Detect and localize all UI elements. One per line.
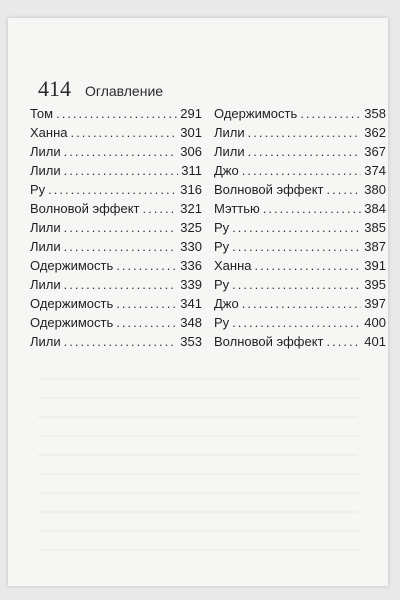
toc-entry-title: Волновой эффект: [30, 201, 140, 216]
toc-entry-page: 374: [364, 163, 386, 178]
toc-entry-page: 367: [364, 144, 386, 159]
dot-leader: [242, 296, 362, 311]
toc-entry: [214, 277, 386, 296]
dot-leader: [116, 296, 177, 311]
toc-entry-page: 339: [180, 277, 202, 292]
toc-entry: [214, 220, 386, 239]
toc-entry-page: 301: [180, 125, 202, 140]
toc-entry-page: 330: [180, 239, 202, 254]
toc-entry-page: 325: [180, 220, 202, 235]
toc-entry-page: 397: [364, 296, 386, 311]
toc-entry-page: 336: [180, 258, 202, 273]
toc-entry-title: Лили: [214, 144, 245, 159]
toc-entry-page: 385: [364, 220, 386, 235]
dot-leader: [64, 163, 179, 178]
dot-leader: [327, 334, 362, 349]
toc-entry-page: 391: [364, 258, 386, 273]
toc-entry-title: Лили: [30, 277, 61, 292]
toc-entry-page: 348: [180, 315, 202, 330]
toc-entry-title: Ру: [214, 239, 230, 254]
toc-entry-title: Одержимость: [30, 315, 114, 330]
toc-entry: [214, 144, 386, 163]
toc-entry-title: Лили: [214, 125, 245, 140]
toc-entry-page: 380: [364, 182, 386, 197]
dot-leader: [255, 258, 362, 273]
toc-entry-title: Волновой эффект: [214, 182, 324, 197]
toc-entry-page: 384: [364, 201, 386, 216]
dot-leader: [300, 106, 361, 121]
dot-leader: [64, 144, 178, 159]
dot-leader: [116, 315, 177, 330]
toc-entry-page: 395: [364, 277, 386, 292]
toc-entry: [30, 296, 202, 315]
dot-leader: [64, 220, 178, 235]
toc-entry-title: Ру: [214, 220, 230, 235]
toc-entry: [30, 182, 202, 201]
toc-entry-title: Одержимость: [30, 296, 114, 311]
toc-entry: [30, 220, 202, 239]
dot-leader: [327, 182, 362, 197]
toc-entry-title: Мэттью: [214, 201, 260, 216]
toc-entry-page: 353: [180, 334, 202, 349]
toc-column-right: [214, 106, 386, 353]
toc-entry: [30, 277, 202, 296]
toc-entry-page: 362: [364, 125, 386, 140]
toc-entry: [30, 144, 202, 163]
dot-leader: [248, 125, 362, 140]
toc-entry: [30, 315, 202, 334]
toc-entry-page: 306: [180, 144, 202, 159]
dot-leader: [143, 201, 178, 216]
toc-entry-title: Одержимость: [30, 258, 114, 273]
toc-entry-title: Лили: [30, 144, 61, 159]
dot-leader: [48, 182, 177, 197]
toc-entry-page: 316: [180, 182, 202, 197]
dot-leader: [56, 106, 177, 121]
toc-entry: [214, 296, 386, 315]
dot-leader: [71, 125, 178, 140]
toc-entry: [30, 106, 202, 125]
dot-leader: [242, 163, 362, 178]
toc-entry-title: Лили: [30, 334, 61, 349]
toc-entry-page: 321: [180, 201, 202, 216]
toc-entry: [214, 315, 386, 334]
dot-leader: [248, 144, 362, 159]
toc-entry-title: Ханна: [214, 258, 252, 273]
toc-entry: [214, 258, 386, 277]
toc-entry: [214, 182, 386, 201]
toc-entry: [30, 201, 202, 220]
toc-entry-page: 358: [364, 106, 386, 121]
page-header: [38, 76, 163, 102]
toc-entry-title: Волновой эффект: [214, 334, 324, 349]
toc-entry: [30, 334, 202, 353]
toc-entry-page: 341: [180, 296, 202, 311]
toc-entry: [30, 258, 202, 277]
dot-leader: [232, 315, 361, 330]
dot-leader: [263, 201, 362, 216]
dot-leader: [116, 258, 177, 273]
book-page: [8, 18, 388, 586]
toc-entry-title: Ханна: [30, 125, 68, 140]
toc-entry: [214, 239, 386, 258]
toc-entry-title: Лили: [30, 220, 61, 235]
dot-leader: [64, 334, 178, 349]
toc-entry-page: 401: [364, 334, 386, 349]
toc-entry: [214, 106, 386, 125]
toc-entry: [214, 125, 386, 144]
toc-column-left: [30, 106, 202, 353]
page-number: 414: [38, 76, 71, 101]
toc-entry-title: Том: [30, 106, 54, 121]
toc-entry-title: Одержимость: [214, 106, 298, 121]
dot-leader: [232, 277, 361, 292]
toc-entry-title: Ру: [214, 315, 230, 330]
dot-leader: [232, 220, 361, 235]
toc-entry: [214, 201, 386, 220]
toc-entry-page: 291: [180, 106, 202, 121]
toc-entry: [214, 163, 386, 182]
toc-entry-page: 387: [364, 239, 386, 254]
dot-leader: [232, 239, 361, 254]
toc-entry: [30, 239, 202, 258]
toc-entry-title: Ру: [30, 182, 46, 197]
toc-entry-title: Ру: [214, 277, 230, 292]
toc-entry-title: Джо: [214, 296, 239, 311]
toc-entry-title: Лили: [30, 239, 61, 254]
toc-entry: [30, 125, 202, 144]
running-title: Оглавление: [85, 83, 164, 99]
toc-entry: [214, 334, 386, 353]
show-through-text: [38, 378, 358, 558]
toc-entry: [30, 163, 202, 182]
dot-leader: [64, 277, 178, 292]
dot-leader: [64, 239, 178, 254]
toc-entry-title: Лили: [30, 163, 61, 178]
toc-entry-title: Джо: [214, 163, 239, 178]
toc-entry-page: 400: [364, 315, 386, 330]
toc-entry-page: 311: [181, 163, 202, 178]
